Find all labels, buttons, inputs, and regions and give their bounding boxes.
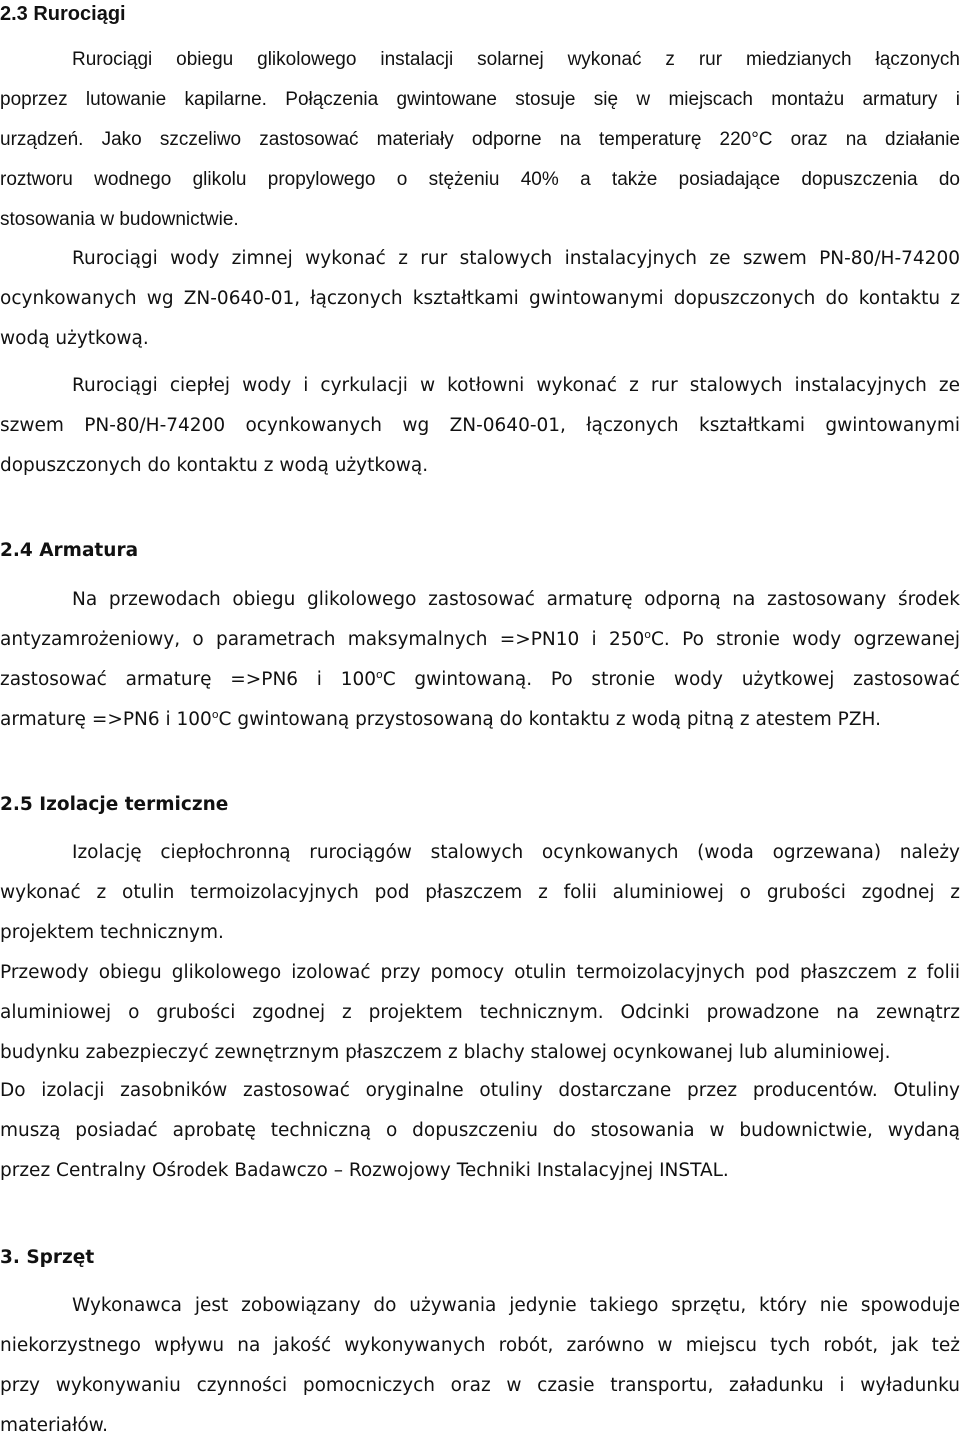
text-line: niekorzystnego wpływu na jakość wykonywanych robót, zarówno w miejscu tych robót, jak też <box>0 1335 960 1356</box>
text-line: Rurociągi wody zimnej wykonać z rur stalowych instalacyjnych ze szwem PN-80/H-74200 <box>72 248 960 269</box>
text-line: wykonać z otulin termoizolacyjnych pod płaszczem z folii aluminiowej o grubości zgodnej z <box>0 882 960 903</box>
text-line: Do izolacji zasobników zastosować oryginalne otuliny dostarczane przez producentów. Otuliny <box>0 1080 960 1101</box>
text-line: szwem PN-80/H-74200 ocynkowanych wg ZN-0640-01, łączonych kształtkami gwintowanymi <box>0 415 960 436</box>
text-line: Izolację ciepłochronną rurociągów stalowych ocynkowanych (woda ogrzewana) należy <box>72 842 960 863</box>
text-line <box>0 620 960 660</box>
paragraph-2-3-2 <box>0 239 960 359</box>
text-line: materiałów. <box>0 1415 108 1436</box>
text-run: zastosować armaturę =>PN6 i 100 <box>0 669 376 690</box>
section-heading-2-5 <box>0 785 960 825</box>
text-run: armaturę =>PN6 i 100 <box>0 709 212 730</box>
degree-superscript: o <box>376 668 383 681</box>
text-line <box>0 660 960 700</box>
paragraph-2-3-3 <box>0 366 960 486</box>
text-line: muszą posiadać aprobatę techniczną o dopuszczeniu do stosowania w budownictwie, wydaną <box>0 1120 960 1141</box>
paragraph-2-4 <box>0 580 960 740</box>
text-line: ocynkowanych wg ZN-0640-01, łączonych kształtkami gwintowanymi dopuszczonych do kontaktu z <box>0 288 960 309</box>
text-line: Rurociągi ciepłej wody i cyrkulacji w kotłowni wykonać z rur stalowych instalacyjnych ze <box>72 375 960 396</box>
text-run: antyzamrożeniowy, o parametrach maksymalnych =>PN10 i 250 <box>0 629 645 650</box>
section-heading-2-3: 2.3 Rurociągi <box>0 3 126 25</box>
text-run: C gwintowaną przystosowaną do kontaktu z wodą pitną z atestem PZH. <box>218 709 881 730</box>
heading-number: 2.4 <box>0 540 33 561</box>
text-line: urządzeń. Jako szczeliwo zastosować materiały odporne na temperaturę 220°C oraz na działanie <box>0 129 960 150</box>
paragraph-2-3-1 <box>0 40 960 240</box>
text-line: roztworu wodnego glikolu propylowego o stężeniu 40% a także posiadające dopuszczenia do <box>0 169 960 190</box>
text-line: stosowania w budownictwie. <box>0 209 239 230</box>
text-line: aluminiowej o grubości zgodnej z projektem technicznym. Odcinki prowadzone na zewnątrz <box>0 1002 960 1023</box>
paragraph-2-5-1 <box>0 833 960 953</box>
paragraph-3-1 <box>0 1286 960 1446</box>
section-heading-2-4 <box>0 531 960 571</box>
heading-number: 2.5 <box>0 794 33 815</box>
text-line: Wykonawca jest zobowiązany do używania jedynie takiego sprzętu, który nie spowoduje <box>72 1295 960 1316</box>
text-line: Rurociągi obiegu glikolowego instalacji solarnej wykonać z rur miedzianych łączonych <box>72 49 960 70</box>
degree-superscript: o <box>211 708 219 721</box>
text-line: Przewody obiegu glikolowego izolować przy pomocy otulin termoizolacyjnych pod płaszczem z folii <box>0 962 960 983</box>
paragraph-2-5-3 <box>0 1071 960 1191</box>
text-run: C gwintowaną. Po stronie wody użytkowej zastosować <box>382 669 960 690</box>
text-line: dopuszczonych do kontaktu z wodą użytkową. <box>0 455 429 476</box>
text-line: wodą użytkową. <box>0 328 149 349</box>
text-line <box>0 700 960 740</box>
text-line: poprzez lutowanie kapilarne. Połączenia gwintowane stosuje się w miejscach montażu armatury i <box>0 89 960 110</box>
text-line: Na przewodach obiegu glikolowego zastosować armaturę odporną na zastosowany środek <box>72 589 960 610</box>
text-line: projektem technicznym. <box>0 922 224 943</box>
heading-title: Armatura <box>39 540 139 561</box>
paragraph-2-5-2 <box>0 953 960 1073</box>
text-line: przez Centralny Ośrodek Badawczo – Rozwojowy Techniki Instalacyjnej INSTAL. <box>0 1160 729 1181</box>
text-line: budynku zabezpieczyć zewnętrznym płaszczem z blachy stalowej ocynkowanej lub aluminiowej. <box>0 1042 891 1063</box>
degree-superscript: o <box>644 628 652 641</box>
heading-title: Izolacje termiczne <box>39 794 229 815</box>
text-line: przy wykonywaniu czynności pomocniczych oraz w czasie transportu, załadunku i wyładunku <box>0 1375 960 1396</box>
section-heading-3: 3. Sprzęt <box>0 1247 95 1268</box>
text-run: C. Po stronie wody ogrzewanej <box>651 629 960 650</box>
